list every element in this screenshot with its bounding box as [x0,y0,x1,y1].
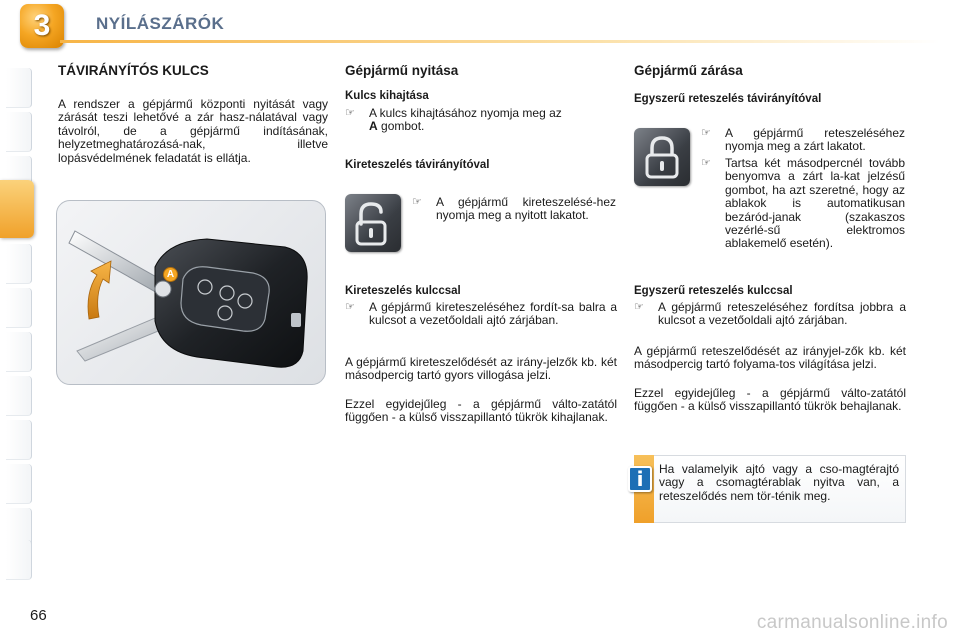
chapter-tab[interactable] [6,420,32,460]
lock-indicator-text: A gépjármű reteszelődését az irányjel-zők kb. két másodpercig tartó folyama-tos világítása jelzi. [634,344,906,372]
bullet-text: A gépjármű reteszeléséhez nyomja meg a zárt lakatot. [725,126,905,154]
bullet-text: Tartsa két másodpercnél tovább benyomva a zárt la-kat jelzésű gombot, ha azt szeretné, hogy az ablakok is automatikusan bezáród-janak (szakaszos vezérlé-sű elektromos ablakemelő esetén). [725,156,905,251]
bullet-text: A gépjármű kireteszelésé-hez nyomja meg a nyitott lakatot. [436,195,616,223]
section-heading-locking: Gépjármű zárása [634,63,743,78]
bullet-remote-lock [701,127,905,154]
bullet-text: gombot. [381,119,425,134]
closed-padlock-icon [634,128,690,186]
remote-key-illustration [56,200,326,385]
page-header [0,0,960,48]
lock-mirrors-text: Ezzel egyidejűleg - a gépjármű válto-zatától függően - a külső visszapillantó tükrök behajlanak. [634,386,906,414]
watermark: carmanualsonline.info [756,612,948,633]
chapter-tab[interactable] [6,288,32,328]
chapter-number-badge: 3 [20,4,64,48]
header-divider [60,40,940,43]
button-a-reference: A [369,119,378,134]
button-a-label: A [163,267,178,282]
unlock-indicator-text: A gépjármű kireteszelődését az irány-jelzők kb. két másodpercig tartó gyors villogása jelzi. [345,355,617,383]
bullet-text: A gépjármű reteszeléséhez fordítsa jobbra a kulcsot a vezetőoldali ajtó zárjában. [658,300,906,328]
chapter-tab[interactable] [6,376,32,416]
info-note-text: Ha valamelyik ajtó vagy a cso-magtérajtó vagy a csomagtérablak nyitva van, a reteszelődés nem tör-ténik meg. [659,462,899,503]
remote-key-intro: A rendszer a gépjármű központi nyitását vagy zárását teszi lehetővé a zár hasz-nálatával vagy távolról, de a gépjármű indításának, helyzetmeghatározásá-nak, illetve lopásvédelmének feladatát is ellátja. [58,97,328,165]
chapter-tab-active[interactable] [0,180,34,238]
section-heading-remote-key: TÁVIRÁNYÍTÓS KULCS [58,63,209,78]
subheading-remote-lock: Egyszerű reteszelés távirányítóval [634,93,822,105]
chapter-tab[interactable] [6,68,32,108]
subheading-key-unlock: Kireteszelés kulccsal [345,285,461,297]
pointing-hand-icon: ☞ [412,196,422,208]
chapter-tab[interactable] [6,332,32,372]
unlock-mirrors-text: Ezzel egyidejűleg - a gépjármű válto-zatától függően - a külső visszapillantó tükrök kihajlanak. [345,397,617,425]
chapter-tab[interactable] [6,464,32,504]
open-padlock-icon [345,194,401,252]
pointing-hand-icon: ☞ [701,127,711,139]
subheading-remote-unlock: Kireteszelés távirányítóval [345,159,490,171]
subheading-key-lock: Egyszerű reteszelés kulccsal [634,285,793,297]
bullet-key-unfold [345,107,617,134]
chapter-tab[interactable] [6,244,32,284]
bullet-remote-unlock [412,196,616,223]
info-icon: i [628,466,652,492]
bullet-text: A kulcs kihajtásához nyomja meg az [369,106,562,120]
pointing-hand-icon: ☞ [345,301,355,313]
subheading-key-unfold: Kulcs kihajtása [345,90,429,102]
remote-key-image [57,201,326,385]
bullet-key-lock [634,301,906,328]
pointing-hand-icon: ☞ [345,107,355,119]
chapter-title: NYÍLÁSZÁRÓK [96,14,225,33]
chapter-tab[interactable] [6,540,32,580]
section-heading-unlocking: Gépjármű nyitása [345,63,459,78]
pointing-hand-icon: ☞ [634,301,644,313]
chapter-tab-rail [0,60,34,580]
chapter-tab[interactable] [6,112,32,152]
page-number: 66 [30,607,47,624]
bullet-key-unlock [345,301,617,328]
bullet-text: A gépjármű kireteszeléséhez fordít-sa balra a kulcsot a vezetőoldali ajtó zárjában. [369,300,617,328]
bullet-windows-close [701,157,905,251]
pointing-hand-icon: ☞ [701,157,711,169]
